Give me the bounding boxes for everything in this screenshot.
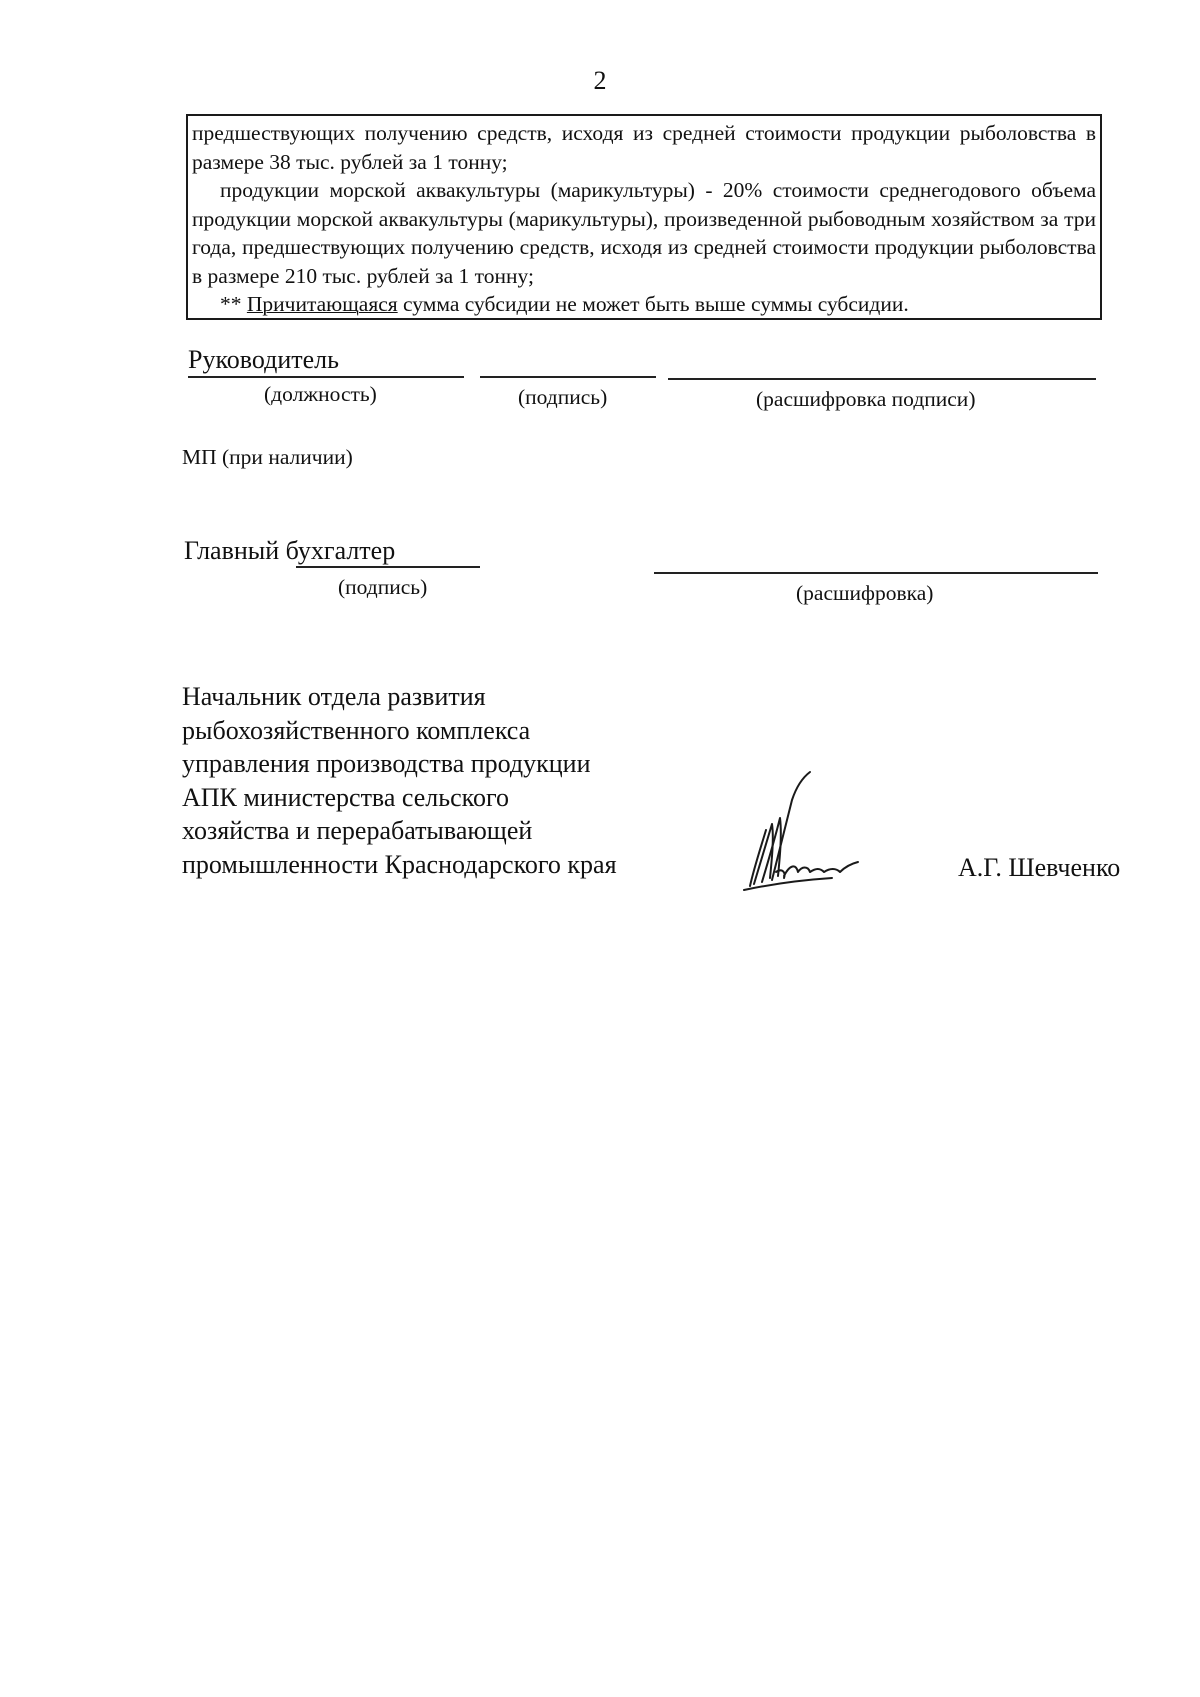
chief-title-line: рыбохозяйственного комплекса: [182, 715, 531, 745]
signer-name: А.Г. Шевченко: [958, 853, 1121, 882]
accountant-signature-caption: (подпись): [338, 575, 428, 599]
accountant-decoding-caption: (расшифровка): [796, 581, 934, 605]
position-line: [188, 376, 464, 378]
decoding-line: [668, 378, 1096, 380]
position-caption: (должность): [264, 382, 377, 406]
accountant-decoding-line: [654, 572, 1098, 574]
signature-line: [480, 376, 656, 378]
chief-title-line: управления производства продукции: [182, 749, 591, 778]
chief-title-line: хозяйства и перерабатывающей: [182, 816, 533, 845]
footnote-box: [186, 114, 1102, 320]
footnote-paragraph-2: продукции морской аквакультуры (марикультуры) - 20% стоимости среднегодового объема продукции морской аквакультуры (марикультуры), произведенной рыбоводным хозяйством за три года, предшествующих получению средств, исходя из средней стоимости продукции рыболовства в размере 210 тыс. рублей за 1 тонну;: [192, 178, 1096, 288]
chief-title-line: Начальник отдела развития: [182, 682, 486, 711]
footnote-marker: **: [220, 292, 247, 316]
decoding-caption: (расшифровка подписи): [756, 387, 976, 411]
footnote-paragraph-3: [192, 290, 1096, 319]
footnote-underlined-word: Причитающаяся: [246, 292, 398, 316]
accountant-signature-line: [296, 566, 480, 568]
signature-caption: (подпись): [518, 385, 608, 409]
accountant-label: Главный бухгалтер: [184, 536, 396, 565]
footnote-text: сумма субсидии не может быть выше суммы субсидии.: [397, 292, 909, 316]
page-number: 2: [593, 66, 607, 95]
stamp-text: МП (при наличии): [182, 445, 353, 469]
head-label: Руководитель: [188, 345, 339, 374]
handwritten-signature: [732, 768, 872, 896]
footnote-paragraph-1: предшествующих получению средств, исходя из средней стоимости продукции рыболовства в размере 38 тыс. рублей за 1 тонну;: [192, 121, 1096, 174]
chief-title-block: [182, 680, 617, 881]
chief-title-line: промышленности Краснодарского края: [182, 849, 617, 879]
chief-title-line: АПК министерства сельского: [182, 782, 510, 812]
